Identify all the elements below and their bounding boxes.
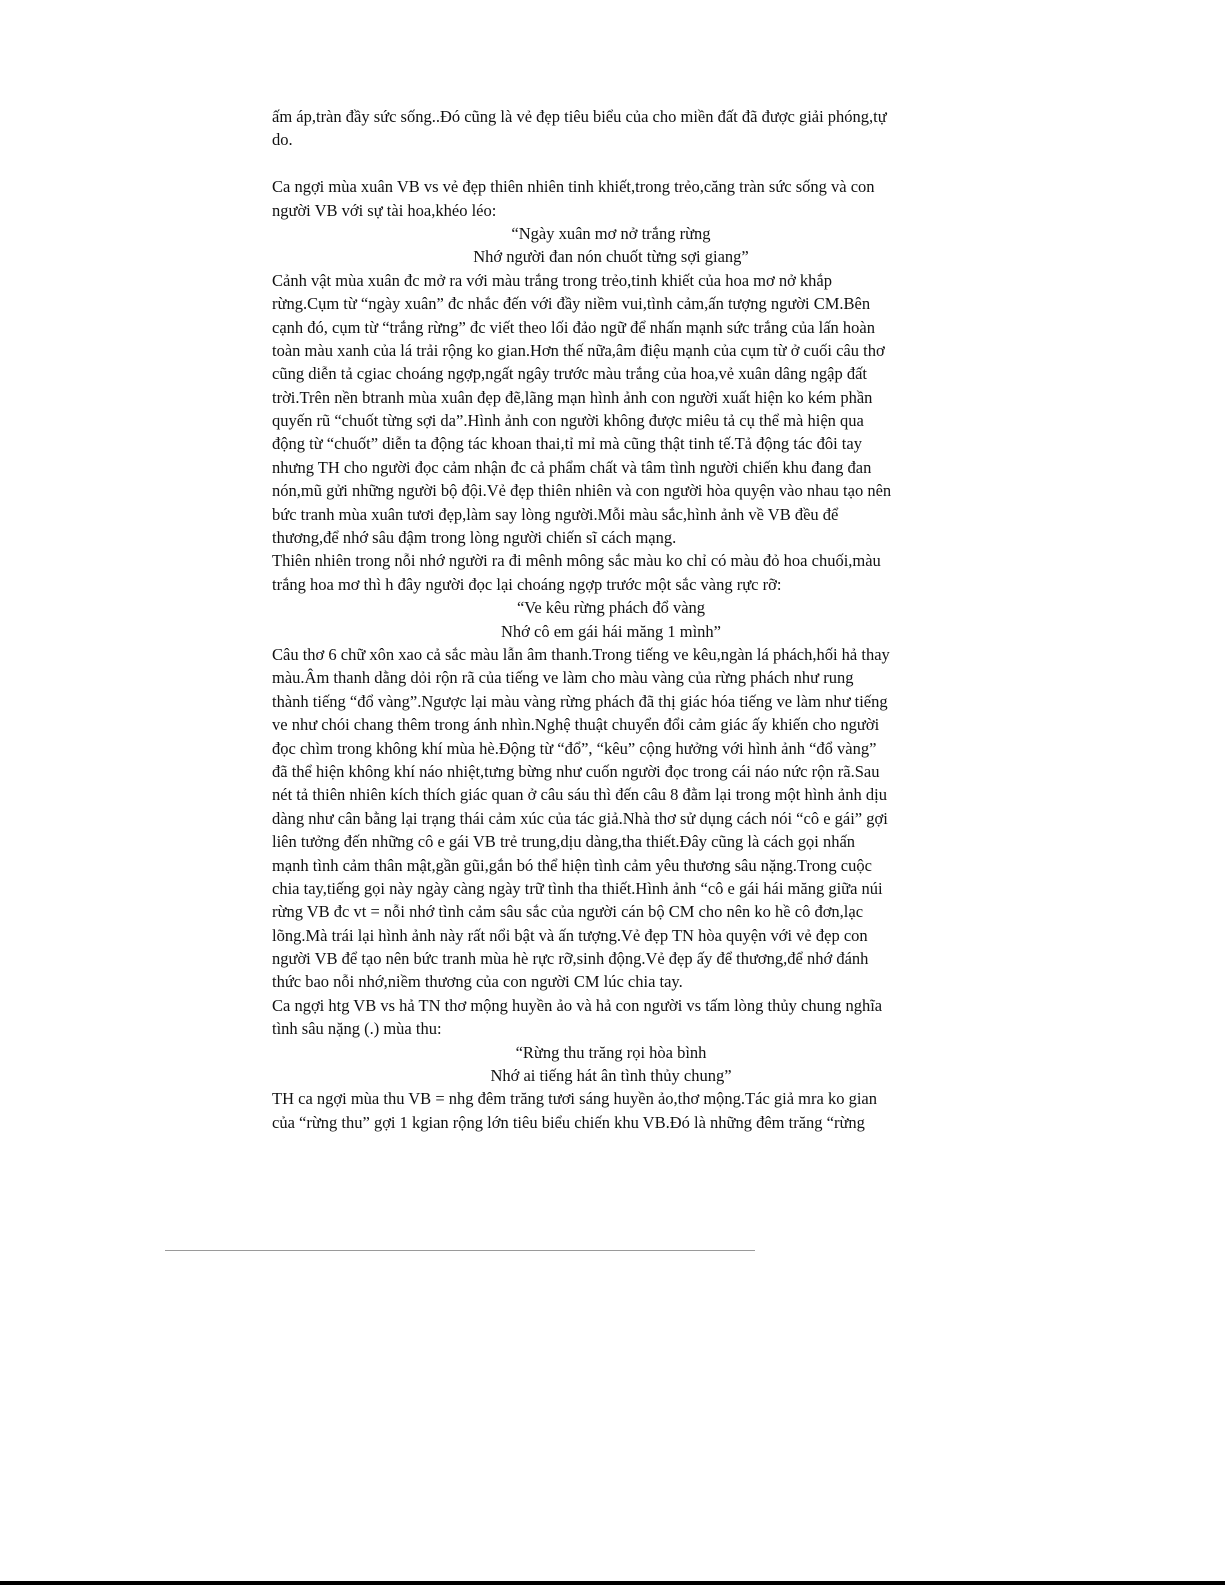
text-line: Thiên nhiên trong nỗi nhớ người ra đi mênh mông sắc màu ko chỉ có màu đỏ hoa chuối,màu [272, 551, 881, 571]
text-line: rừng.Cụm từ “ngày xuân” đc nhắc đến với đầy niềm vui,tình cảm,ấn tượng người CM.Bên [272, 294, 871, 314]
text-line: đã thể hiện không khí náo nhiệt,tưng bừng như cuốn người đọc trong cái náo nức rộn rã.Sau [272, 761, 880, 781]
text-line: trắng hoa mơ thì h đây người đọc lại choáng ngợp trước một sắc vàng rực rỡ: [272, 574, 782, 594]
poem-line: Nhớ người đan nón chuốt từng sợi giang” [473, 247, 749, 267]
text-line: tình sâu nặng (.) mùa thu: [272, 1019, 442, 1039]
poem-line: “Ve kêu rừng phách đổ vàng [516, 598, 706, 618]
text-line: cạnh đó, cụm từ “trắng rừng” đc viết theo lối đảo ngữ để nhấn mạnh sức trắng của lấn hoàn [272, 317, 875, 337]
text-line: cũng diễn tả cgiac choáng ngợp,ngất ngây trước màu trắng của hoa,vẻ xuân dâng ngập đất [272, 364, 867, 384]
paragraph-gap [272, 152, 950, 175]
page-bottom-edge [0, 1581, 1225, 1585]
text-line: mạnh tình cảm thân mật,gần gũi,gắn bó thể hiện tình cảm yêu thương sâu nặng.Trong cuộc [272, 855, 872, 875]
text-line: nét tả thiên nhiên kích thích giác quan ở câu sáu thì đến câu 8 đằm lại trong một hình ảnh dịu [272, 785, 887, 805]
text-line: thức bao nỗi nhớ,niềm thương của con người CM lúc chia tay. [272, 972, 683, 992]
poem-line: Nhớ ai tiếng hát ân tình thủy chung” [490, 1066, 732, 1086]
poem-line: “Ngày xuân mơ nở trắng rừng [511, 223, 711, 243]
text-line: do. [272, 130, 293, 150]
text-line: Cảnh vật mùa xuân đc mở ra với màu trắng trong trẻo,tinh khiết của hoa mơ nở khắp [272, 270, 833, 290]
text-line: chia tay,tiếng gọi này ngày càng ngày trữ tình tha thiết.Hình ảnh “cô e gái hái măng giữa núi [272, 878, 883, 898]
text-line: nón,mũ gửi những người bộ đội.Vẻ đẹp thiên nhiên và con người hòa quyện vào nhau tạo nên [272, 481, 892, 501]
text-line: thành tiếng “đổ vàng”.Ngược lại màu vàng rừng phách đã thị giác hóa tiếng ve làm như tiếng [272, 691, 888, 711]
text-line: của “rừng thu” gợi 1 kgian rộng lớn tiêu biểu chiến khu VB.Đó là những đêm trăng “rừng [272, 1112, 865, 1132]
text-line: Ca ngợi htg VB vs hả TN thơ mộng huyền ảo và hả con người vs tấm lòng thủy chung nghĩa [272, 995, 883, 1015]
text-line: thương,để nhớ sâu đậm trong lòng người chiến sĩ cách mạng. [272, 528, 677, 548]
text-line: ấm áp,tràn đầy sức sống..Đó cũng là vẻ đẹp tiêu biểu của cho miền đất đã được giải phóng,tự [272, 107, 887, 126]
text-line: lõng.Mà trái lại hình ảnh này rất nổi bật và ấn tượng.Vẻ đẹp TN hòa quyện với vẻ đẹp con [272, 925, 868, 945]
text-line: quyến rũ “chuốt từng sợi da”.Hình ảnh con người không được miêu tả cụ thể mà hiện qua [272, 411, 864, 431]
text-line: nhưng TH cho người đọc cảm nhận đc cả phẩm chất và tâm tình người chiến khu đang đan [272, 457, 872, 477]
text-line: trời.Trên nền btranh mùa xuân đẹp đẽ,lãng mạn hình ảnh con người xuất hiện ko kém phần [272, 387, 873, 407]
text-line: người VB với sự tài hoa,khéo léo: [272, 200, 497, 220]
text-line: bức tranh mùa xuân tươi đẹp,làm say lòng người.Mỗi màu sắc,hình ảnh về VB đều để [272, 504, 839, 524]
text-line: ve như chói chang thêm trong ánh nhìn.Nghệ thuật chuyển đổi cảm giác ấy khiến cho người [272, 715, 880, 735]
text-line: Ca ngợi mùa xuân VB vs vẻ đẹp thiên nhiên tinh khiết,trong trẻo,căng tràn sức sống và con [272, 177, 875, 197]
text-line: động từ “chuốt” diễn ta động tác khoan thai,tỉ mỉ mà cũng thật tinh tế.Tả động tác đôi tay [272, 434, 862, 454]
poem-line: Nhớ cô em gái hái măng 1 mình” [501, 621, 721, 641]
document-body [272, 105, 950, 1134]
text-line: đọc chìm trong không khí mùa hè.Động từ “đổ”, “kêu” cộng hưởng với hình ảnh “đổ vàng” [272, 738, 877, 758]
text-line: người VB để tạo nên bức tranh mùa hè rực rỡ,sinh động.Vẻ đẹp ấy để thương,để nhớ đánh [272, 949, 869, 969]
footnote-separator [165, 1250, 755, 1251]
text-line: rừng VB đc vt = nỗi nhớ tình cảm sâu sắc của người cán bộ CM cho nên ko hề cô đơn,lạc [272, 902, 864, 922]
text-line: liên tưởng đến những cô e gái VB trẻ trung,dịu dàng,tha thiết.Đây cũng là cách gọi nhấn [272, 832, 856, 852]
text-line: Câu thơ 6 chữ xôn xao cả sắc màu lẫn âm thanh.Trong tiếng ve kêu,ngàn lá phách,hối hả thay [272, 644, 890, 664]
text-line: TH ca ngợi mùa thu VB = nhg đêm trăng tươi sáng huyền ảo,thơ mộng.Tác giả mra ko gian [272, 1089, 877, 1109]
text-line: màu.Âm thanh dằng dỏi rộn rã của tiếng ve làm cho màu vàng của rừng phách như rung [272, 668, 854, 688]
poem-line: “Rừng thu trăng rọi hòa bình [515, 1042, 707, 1062]
text-line: toàn màu xanh của lá trải rộng ko gian.Hơn thế nữa,âm điệu mạnh của cụm từ ở cuối câu thơ [272, 340, 885, 360]
text-line: dàng như cân bằng lại trạng thái cảm xúc của tác giả.Nhà thơ sử dụng cách nói “cô e gái” gợi [272, 808, 888, 828]
